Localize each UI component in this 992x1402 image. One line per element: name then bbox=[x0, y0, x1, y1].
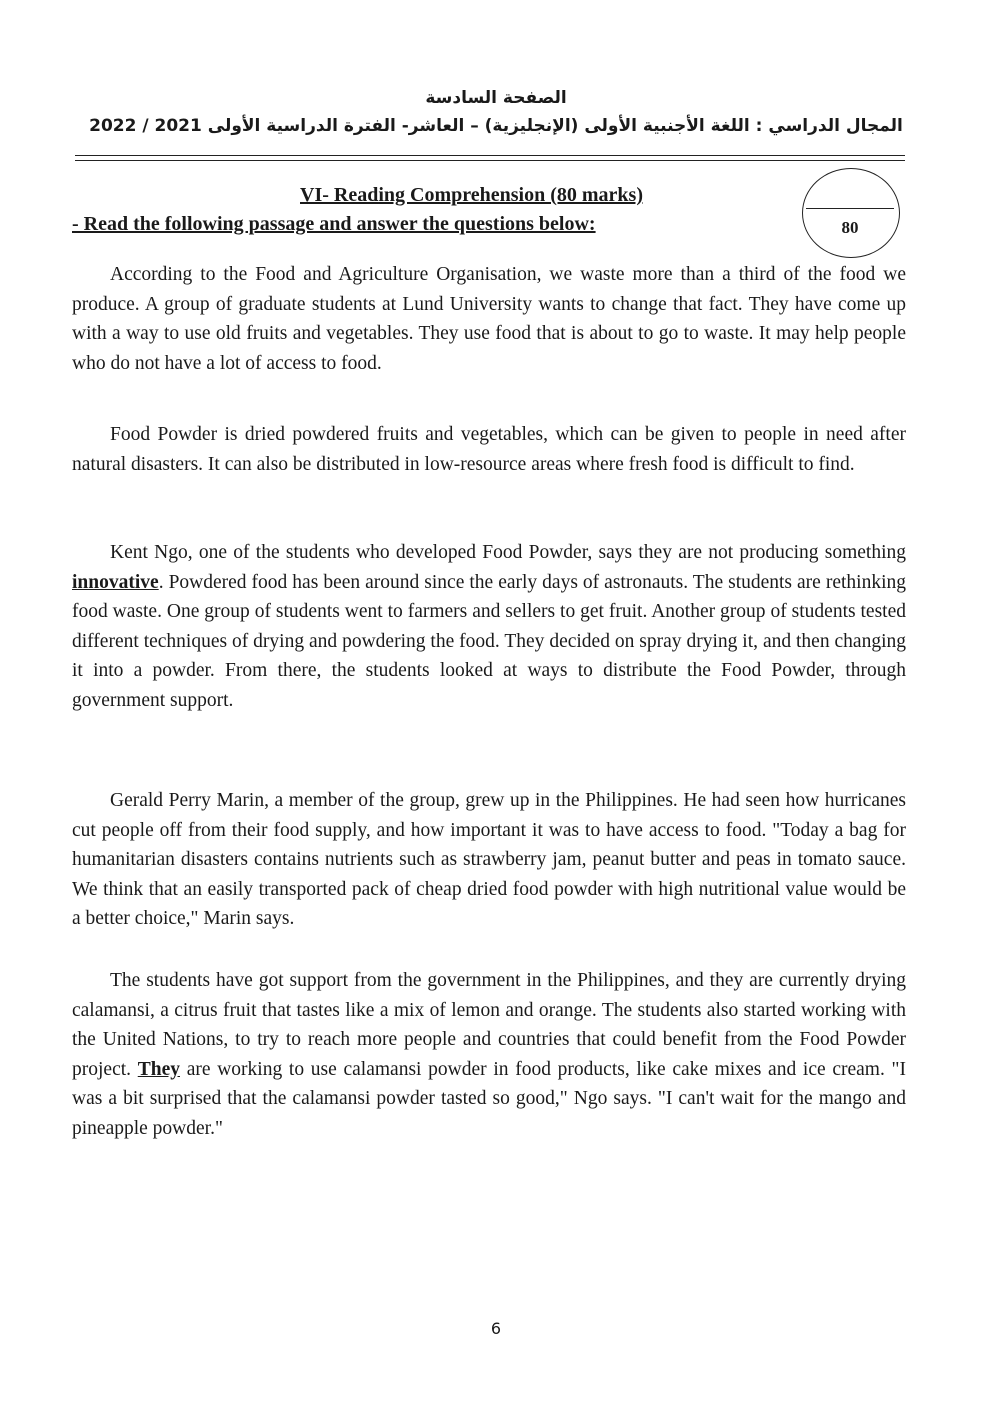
paragraph-5-text-after: are working to use calamansi powder in food products, like cake mixes and ice cream. "I was a bit surprised that the calamansi powder tasted so good," Ngo says. "I can't wait for the mango and pineapple powder." bbox=[72, 1058, 907, 1139]
subject-line-arabic: المجال الدراسي : اللغة الأجنبية الأولى (الإنجليزية) – العاشر- الفترة الدراسية الأولى 2021 / 2022 bbox=[89, 116, 903, 136]
score-divider bbox=[806, 208, 894, 209]
paragraph-5-text-before: The students have got support from the government in the Philippines, and they are currently drying calamansi, a citrus fruit that tastes like a mix of lemon and orange. The students also started working with the United Nations, to try to reach more people and countries that could benefit from the Food Powder project. bbox=[72, 970, 906, 1080]
page-number: 6 bbox=[490, 1319, 502, 1338]
keyword-innovative: innovative bbox=[72, 571, 159, 593]
passage-paragraph-4 bbox=[72, 786, 906, 934]
paragraph-3-text-before: Kent Ngo, one of the students who developed Food Powder, says they are not producing something bbox=[110, 542, 906, 563]
paragraph-3-text-after: . Powdered food has been around since the early days of astronauts. The students are rethinking food waste. One group of students went to farmers and sellers to get fruit. Another group of students tested different techniques of drying and powdering the food. They decided on spray drying it, and then changing it into a powder. From there, the students looked at ways to distribute the Food Powder, through government support. bbox=[72, 571, 906, 711]
passage-paragraph-1 bbox=[72, 260, 906, 378]
score-value: 80 bbox=[841, 218, 859, 237]
page-label-arabic: الصفحة السادسة bbox=[425, 88, 567, 108]
paragraph-4-text: Gerald Perry Marin, a member of the group, grew up in the Philippines. He had seen how hurricanes cut people off from their food supply, and how important it was to have access to food. "Today a bag for humanitarian disasters contains nutrients such as strawberry jam, peanut butter and peas in tomato sauce. We think that an easily transported pack of cheap dried food powder with high nutritional value would be a better choice," Marin says. bbox=[72, 790, 906, 929]
header-rule-top bbox=[75, 155, 905, 156]
section-title: VI- Reading Comprehension (80 marks) bbox=[300, 184, 643, 206]
passage-paragraph-3 bbox=[72, 538, 906, 715]
passage-paragraph-2 bbox=[72, 420, 906, 479]
paragraph-text bbox=[72, 420, 906, 479]
paragraph-text bbox=[72, 538, 906, 715]
paragraph-2-text: Food Powder is dried powdered fruits and vegetables, which can be given to people in need after natural disasters. It can also be distributed in low-resource areas where fresh food is difficult to find. bbox=[72, 424, 906, 475]
keyword-they: They bbox=[137, 1058, 180, 1080]
header-rule-bottom bbox=[75, 160, 905, 161]
score-circle bbox=[802, 168, 900, 258]
paragraph-text bbox=[72, 966, 906, 1143]
paragraph-text: According to the Food and Agriculture Organisation, we waste more than a third of the food we produce. A group of graduate students at Lund University wants to change that fact. They have come up with a way to use old fruits and vegetables. They use food that is about to go to waste. It may help people who do not have a lot of access to food. bbox=[72, 264, 906, 374]
section-instruction: - Read the following passage and answer the questions below: bbox=[72, 213, 596, 235]
paragraph-text bbox=[72, 786, 906, 934]
passage-paragraph-5 bbox=[72, 966, 906, 1143]
